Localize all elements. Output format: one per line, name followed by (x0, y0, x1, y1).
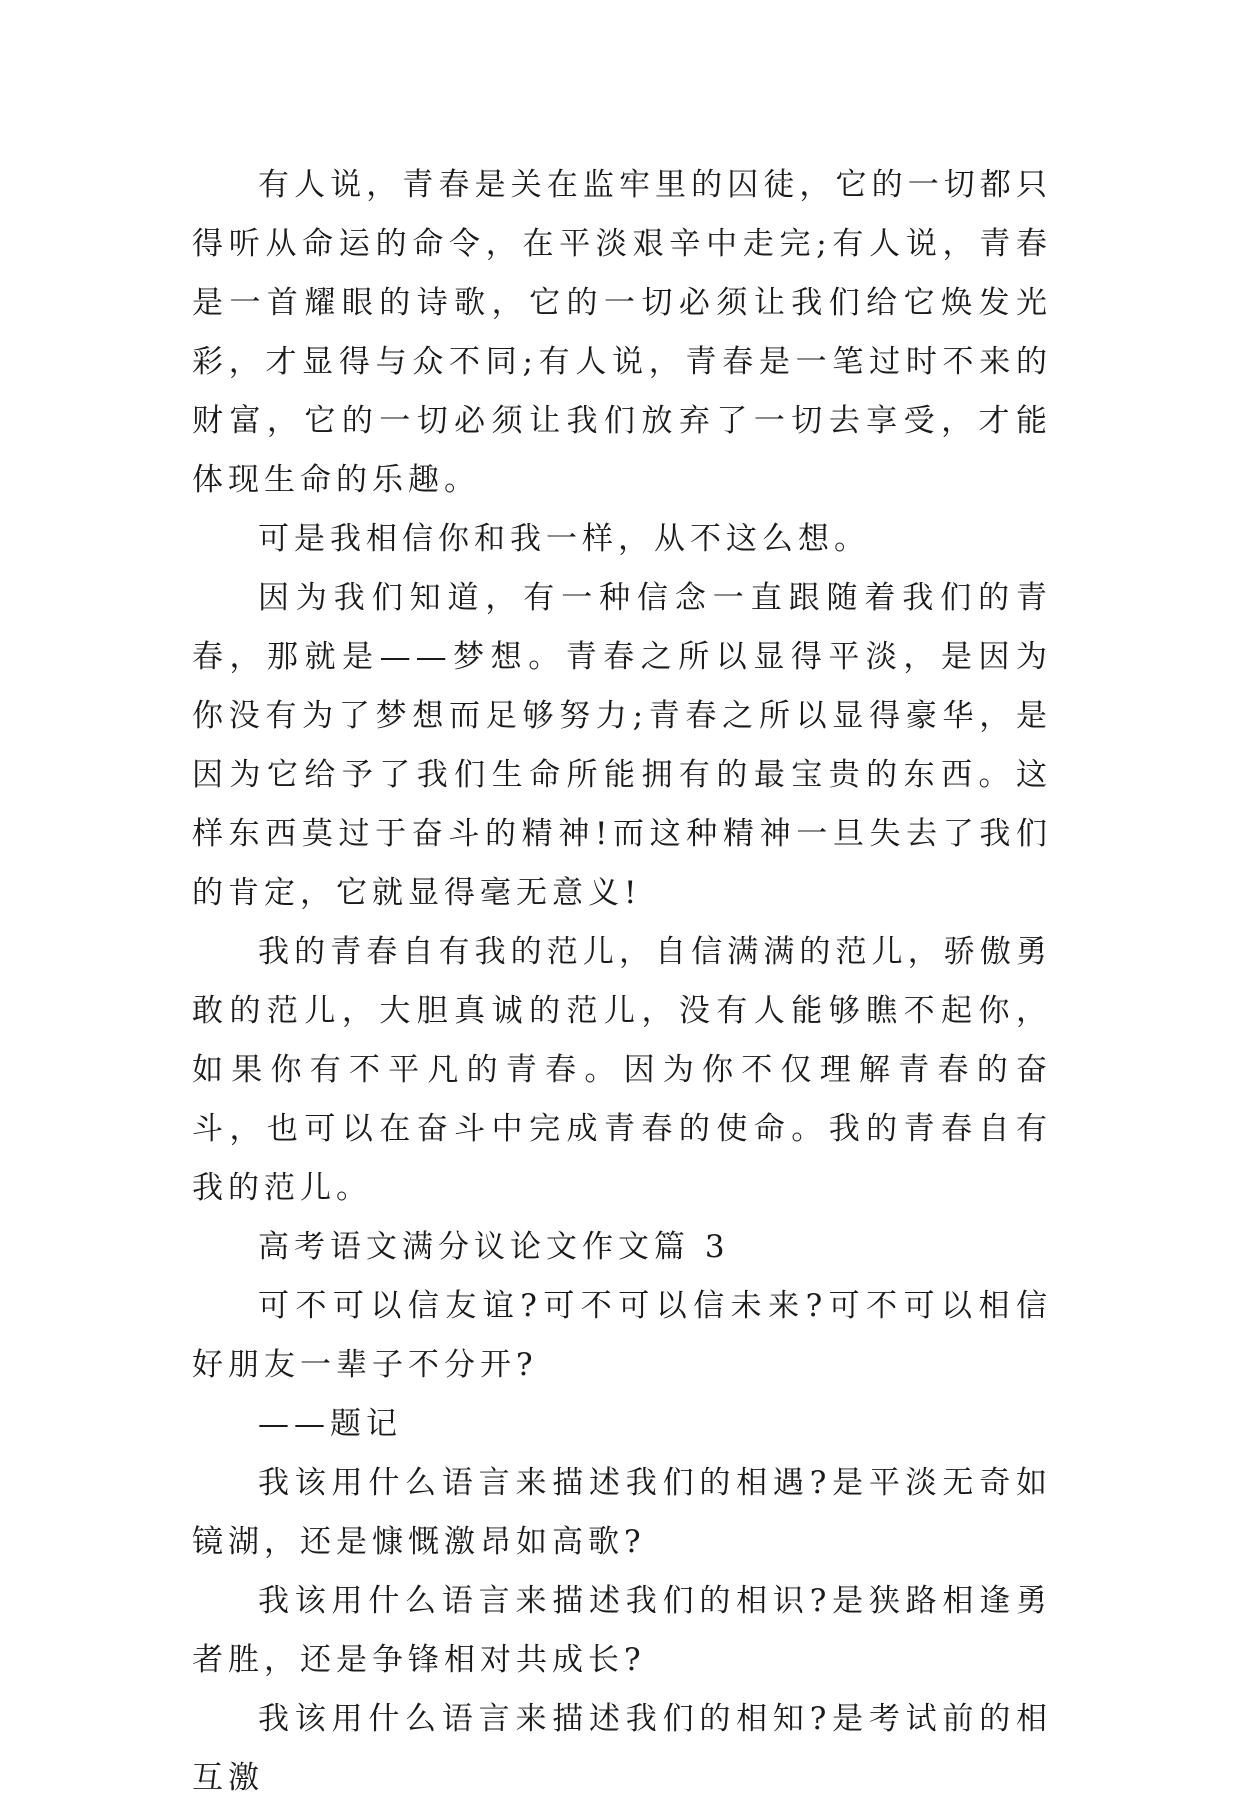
paragraph-i-believe: 可是我相信你和我一样，从不这么想。 (258, 521, 870, 557)
paragraph-epigraph-note: ——题记 (258, 1406, 402, 1442)
section-heading: 高考语文满分议论文作文篇 3 (258, 1229, 730, 1265)
document-body (192, 156, 1052, 1808)
paragraph-dream: 因为我们知道，有一种信念一直跟随着我们的青春，那就是——梦想。青春之所以显得平淡，是因为你没有为了梦想而足够努力;青春之所以显得豪华，是因为它给予了我们生命所能拥有的最宝贵的东西。这样东西莫过于奋斗的精神!而这种精神一旦失去了我们的肯定，它就显得毫无意义! (192, 580, 1052, 911)
paragraph-my-style: 我的青春自有我的范儿，自信满满的范儿，骄傲勇敢的范儿，大胆真诚的范儿，没有人能够瞧不起你，如果你有不平凡的青春。因为你不仅理解青春的奋斗，也可以在奋斗中完成青春的使命。我的青春自有我的范儿。 (192, 934, 1052, 1206)
paragraph-meeting: 我该用什么语言来描述我们的相遇?是平淡无奇如镜湖，还是慷慨激昂如高歌? (192, 1465, 1052, 1560)
paragraph-acquaintance: 我该用什么语言来描述我们的相识?是狭路相逢勇者胜，还是争锋相对共成长? (192, 1583, 1052, 1678)
paragraph-understanding: 我该用什么语言来描述我们的相知?是考试前的相互激 (192, 1701, 1052, 1796)
paragraph-questions: 可不可以信友谊?可不可以信未来?可不可以相信好朋友一辈子不分开? (192, 1288, 1052, 1383)
paragraph-youth-metaphors: 有人说，青春是关在监牢里的囚徒，它的一切都只得听从命运的命令，在平淡艰辛中走完;有人说，青春是一首耀眼的诗歌，它的一切必须让我们给它焕发光彩，才显得与众不同;有人说，青春是一笔过时不来的财富，它的一切必须让我们放弃了一切去享受，才能体现生命的乐趣。 (192, 167, 1052, 498)
